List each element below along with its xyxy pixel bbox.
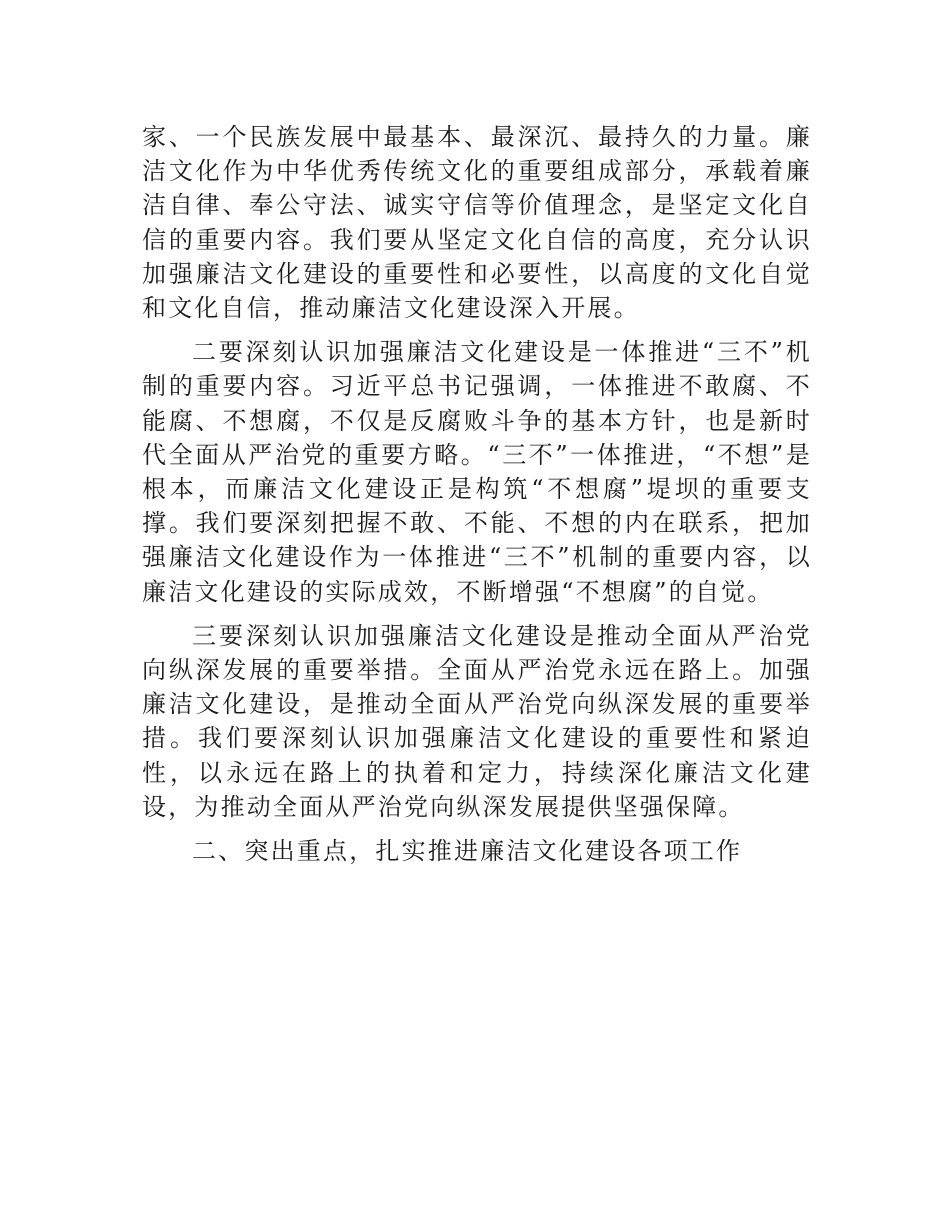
paragraph-point-two: 二要深刻认识加强廉洁文化建设是一体推进“三不”机制的重要内容。习近平总书记强调，一体推进不敢腐、不能腐、不想腐，不仅是反腐败斗争的基本方针，也是新时代全面从严治党的重要方略。“三不”一体推进，“不想”是根本，而廉洁文化建设正是构筑“不想腐”堤坝的重要支撑。我们要深刻把握不敢、不能、不想的内在联系，把加强廉洁文化建设作为一体推进“三不”机制的重要内容，以廉洁文化建设的实际成效，不断增强“不想腐”的自觉。 (142, 338, 812, 606)
section-heading: 二、突出重点，扎实推进廉洁文化建设各项工作 (192, 837, 743, 866)
document-page (142, 120, 812, 868)
paragraph-point-three: 三要深刻认识加强廉洁文化建设是推动全面从严治党向纵深发展的重要举措。全面从严治党永远在路上。加强廉洁文化建设，是推动全面从严治党向纵深发展的重要举措。我们要深刻认识加强廉洁文化建设的重要性和紧迫性，以永远在路上的执着和定力，持续深化廉洁文化建设，为推动全面从严治党向纵深发展提供坚强保障。 (142, 621, 812, 821)
paragraph-continuation: 家、一个民族发展中最基本、最深沉、最持久的力量。廉洁文化作为中华优秀传统文化的重要组成部分，承载着廉洁自律、奉公守法、诚实守信等价值理念，是坚定文化自信的重要内容。我们要从坚定文化自信的高度，充分认识加强廉洁文化建设的重要性和必要性，以高度的文化自觉和文化自信，推动廉洁文化建设深入开展。 (142, 123, 812, 323)
